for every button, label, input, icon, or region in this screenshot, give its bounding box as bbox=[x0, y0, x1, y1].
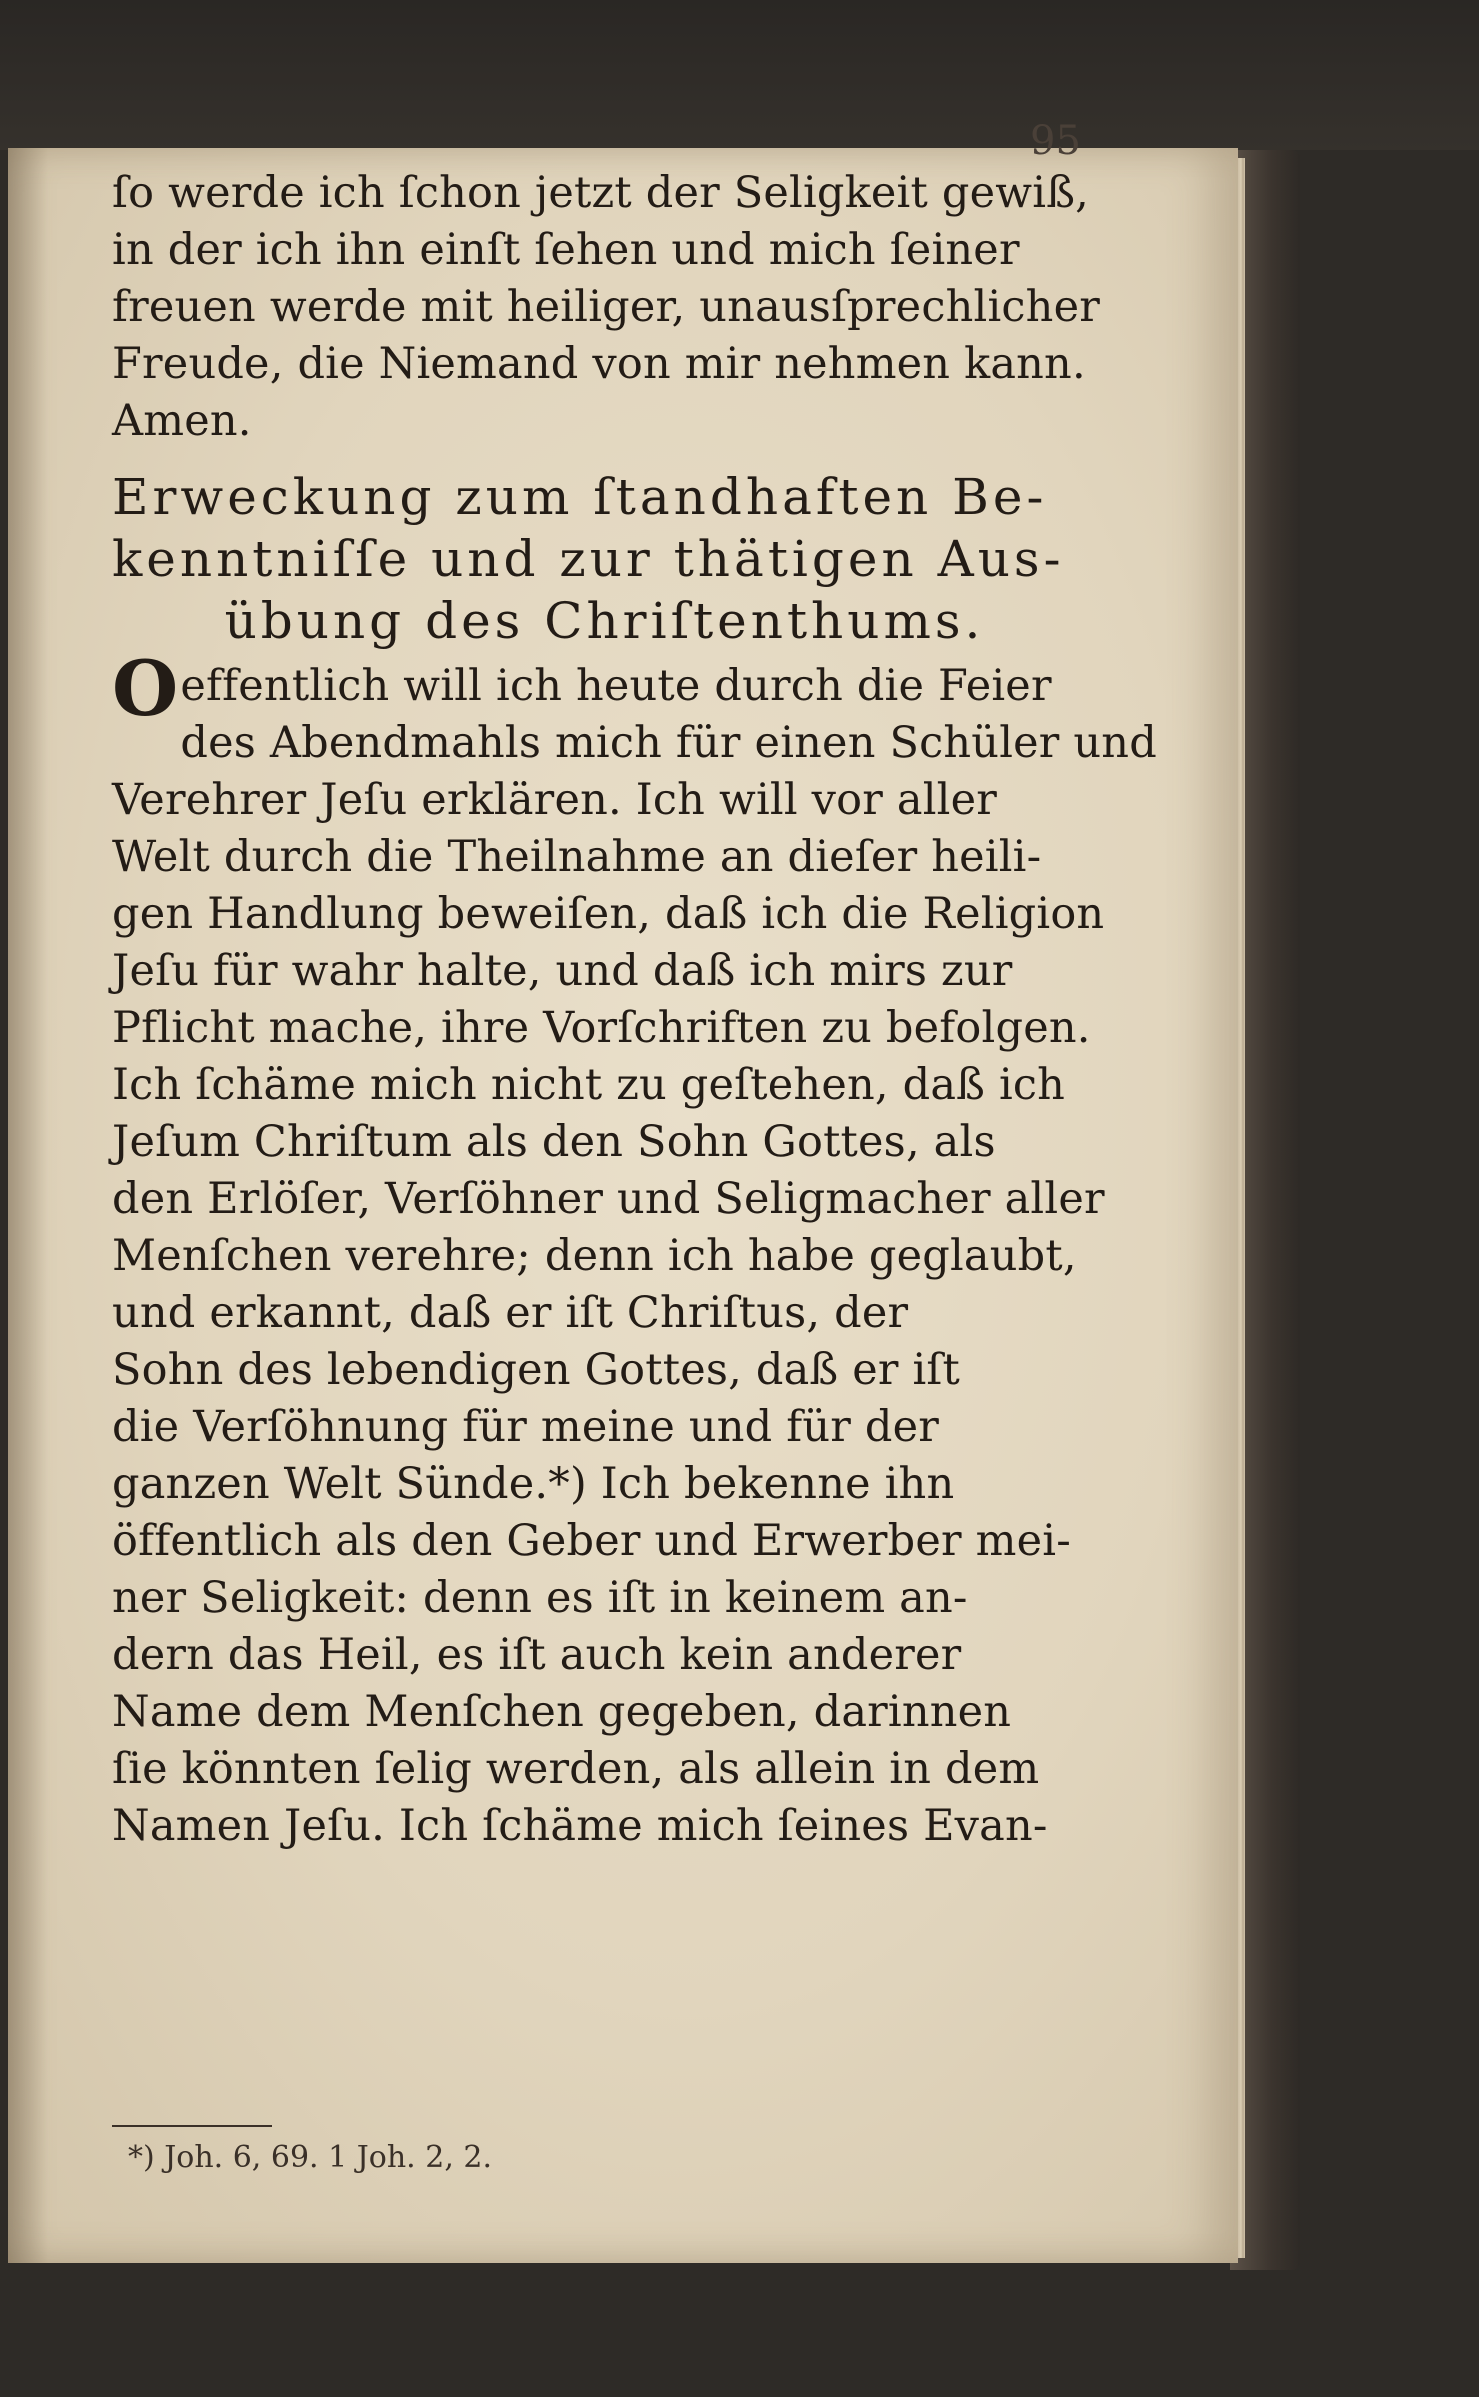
text-line: freuen werde mit heiliger, unausſprechlicher bbox=[112, 282, 1100, 332]
text-line: gen Handlung beweiſen, daß ich die Religion bbox=[112, 889, 1105, 939]
text-line: Namen Jeſu. Ich ſchäme mich ſeines Evan- bbox=[112, 1801, 1048, 1851]
text-line: Sohn des lebendigen Gottes, daß er iſt bbox=[112, 1345, 961, 1395]
text-block bbox=[112, 165, 1157, 1855]
text-line: die Verſöhnung für meine und für der bbox=[112, 1402, 940, 1452]
text-line: Name dem Menſchen gegeben, darinnen bbox=[112, 1687, 1012, 1737]
text-line: Pflicht mache, ihre Vorſchriften zu befolgen. bbox=[112, 1003, 1091, 1053]
text-line: ner Seligkeit: denn es iſt in keinem an- bbox=[112, 1573, 968, 1623]
spine-shadow bbox=[8, 148, 48, 2263]
text-line: Amen. bbox=[112, 396, 252, 446]
text-line: und erkannt, daß er iſt Chriſtus, der bbox=[112, 1288, 909, 1338]
page-number: 95 bbox=[1030, 118, 1081, 164]
text-line: Jeſu für wahr halte, und daß ich mirs zur bbox=[112, 946, 1013, 996]
text-line: Freude, die Niemand von mir nehmen kann. bbox=[112, 339, 1086, 389]
text-line: ſo werde ich ſchon jetzt der Seligkeit gewiß, bbox=[112, 168, 1089, 218]
footnote: *) Joh. 6, 69. 1 Joh. 2, 2. bbox=[128, 2140, 493, 2175]
text-line: ganzen Welt Sünde.*) Ich bekenne ihn bbox=[112, 1459, 955, 1509]
text-line: in der ich ihn einſt ſehen und mich ſeiner bbox=[112, 225, 1020, 275]
body-paragraph bbox=[112, 644, 1157, 1855]
text-line: den Erlöſer, Verſöhner und Seligmacher aller bbox=[112, 1174, 1105, 1224]
heading-line: Erweckung zum ſtandhaften Be- bbox=[112, 468, 1048, 526]
text-line: dern das Heil, es iſt auch kein anderer bbox=[112, 1630, 962, 1680]
intro-paragraph bbox=[112, 165, 1100, 450]
drop-cap: O bbox=[112, 644, 179, 733]
text-line: Ich ſchäme mich nicht zu geſtehen, daß ich bbox=[112, 1060, 1066, 1110]
heading-line: übung des Chriſtenthums. bbox=[224, 592, 985, 650]
background bbox=[0, 0, 1479, 150]
section-heading bbox=[112, 466, 1097, 652]
text-line: öffentlich als den Geber und Erwerber mei- bbox=[112, 1516, 1071, 1566]
heading-line: kenntniſſe und zur thätigen Aus- bbox=[112, 530, 1065, 588]
text-line: Menſchen verehre; denn ich habe geglaubt, bbox=[112, 1231, 1077, 1281]
text-line: Verehrer Jeſu erklären. Ich will vor aller bbox=[112, 775, 998, 825]
footnote-rule bbox=[112, 2125, 272, 2127]
text-line-first bbox=[112, 644, 1097, 733]
first-line-text: effentlich will ich heute durch die Feier bbox=[180, 661, 1052, 711]
text-line: Welt durch die Theilnahme an dieſer heili- bbox=[112, 832, 1042, 882]
text-line: des Abendmahls mich für einen Schüler und bbox=[180, 718, 1157, 768]
text-line: Jeſum Chriſtum als den Sohn Gottes, als bbox=[112, 1117, 996, 1167]
text-line: ſie könnten ſelig werden, als allein in dem bbox=[112, 1744, 1040, 1794]
